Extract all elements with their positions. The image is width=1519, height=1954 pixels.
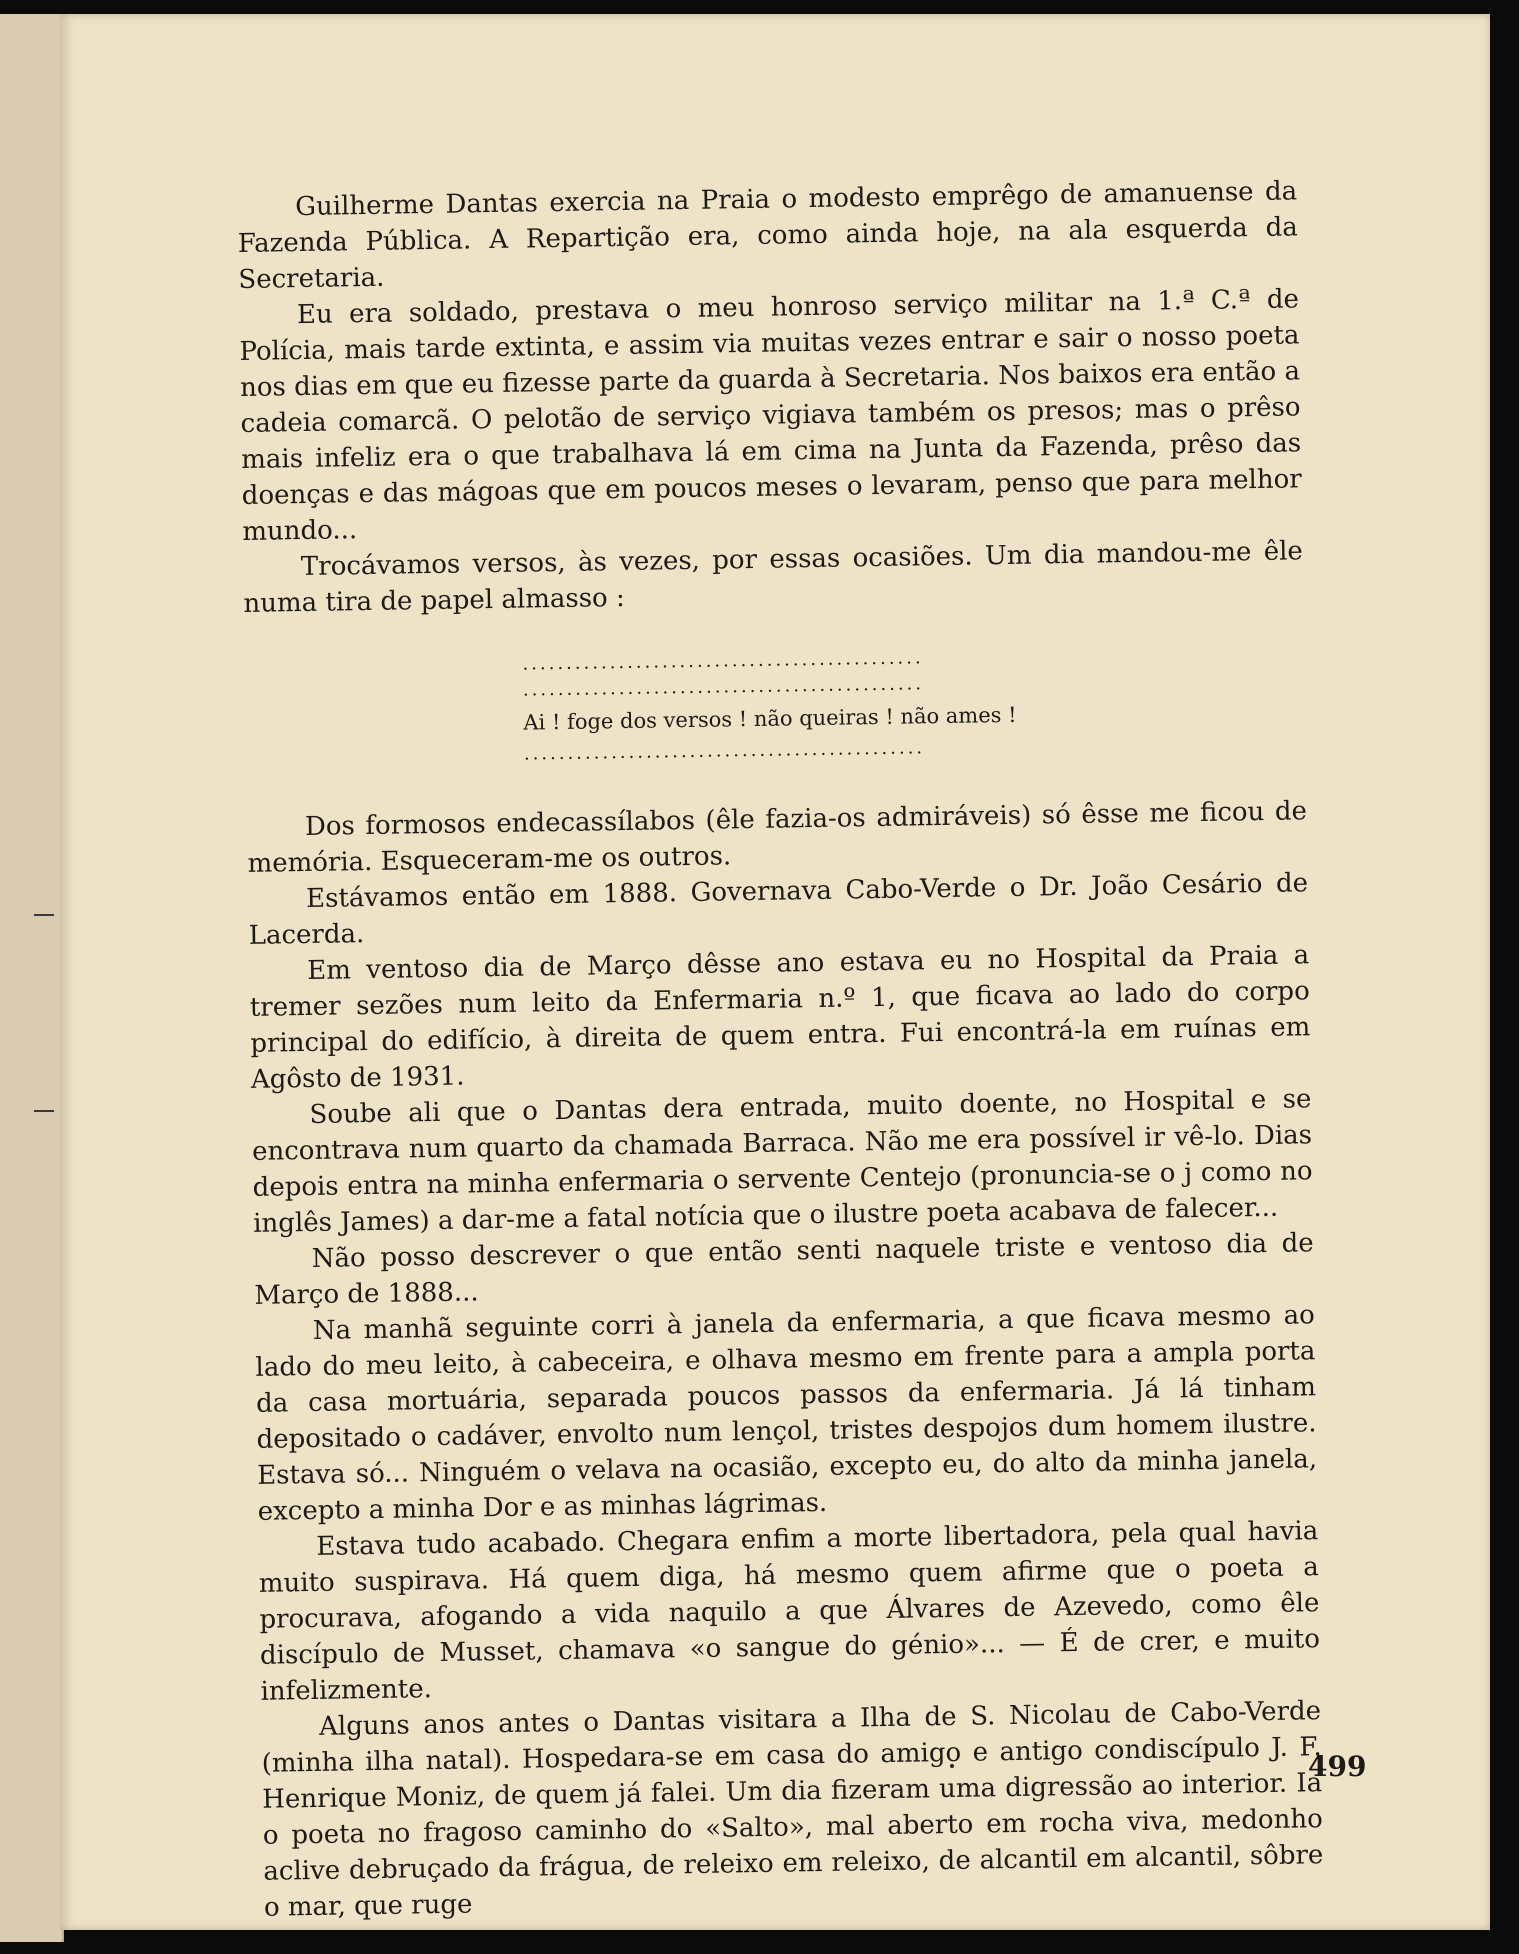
margin-mark (34, 1110, 54, 1112)
book-page (60, 14, 1490, 1930)
paragraph: Na manhã seguinte corri à janela da enfermaria, a que ficava mesmo ao lado do meu leito, à cabeceira, e olhava mesmo em frente para a ampla porta da casa mortuária, separada poucos passos da enfermaria. Já lá tinham depositado o cadáver, envolto num lençol, tristes despojos dum homem ilustre. Estava só... Ninguém o velava na ocasião, excepto eu, do alto da minha janela, excepto a minha Dor e as minhas lágrimas. (255, 1300, 1318, 1527)
ellipsis-line: .............................................. (522, 647, 924, 675)
body-text (237, 173, 1324, 1925)
paragraph: Estávamos então em 1888. Governava Cabo-Verde o Dr. João Cesário de Lacerda. (248, 868, 1309, 951)
paragraph: Soube ali que o Dantas dera entrada, muito doente, no Hospital e se encontrava num quarto da chamada Barraca. Não me era possível ir vê-lo. Dias depois entra na minha enfermaria o servente Centejo (pronuncia-se o j como no inglês James) a dar-me a fatal notícia que o ilustre poeta acabava de falecer... (251, 1084, 1313, 1239)
paragraph: Eu era soldado, prestava o meu honroso serviço militar na 1.ª C.ª de Polícia, mais tarde extinta, e assim via muitas vezes entrar e sair o nosso poeta nos dias em que eu fizesse parte da guarda à Secretaria. Nos baixos era então a cadeia comarcã. O pelotão de serviço vigiava também os presos; mas o prêso mais infeliz era o que trabalhava lá em cima na Junta da Fazenda, prêso das doenças e das mágoas que em poucos meses o levaram, penso que para melhor mundo... (239, 284, 1302, 547)
paragraph: Estava tudo acabado. Chegara enfim a morte libertadora, pela qual havia muito suspirava. Há quem diga, há mesmo quem afirme que o poeta a procurava, afogando a vida naquilo a que Álvares de Azevedo, como êle discípulo de Musset, chamava «o sangue do génio»... — É de crer, e muito infelizmente. (258, 1516, 1321, 1707)
ellipsis-line: .............................................. (523, 737, 926, 765)
ellipsis-line: .............................................. (522, 673, 925, 701)
page-number: 499 (1308, 1750, 1367, 1783)
previous-page-edge (0, 14, 64, 1942)
paragraph: Dos formosos endecassílabos (êle fazia-os admiráveis) só êsse me ficou de memória. Esqueceram-me os outros. (247, 796, 1308, 879)
paragraph: Alguns anos antes o Dantas visitara a Ilha de S. Nicolau de Cabo-Verde (minha ilha natal). Hospedara-se em casa do amigo e antigo condiscípulo J. F. Henrique Moniz, de quem já falei. Um dia fizeram uma digressão ao interior. Ia o poeta no fragoso caminho do «Salto», mal aberto em rocha viva, medonho aclive debruçado da frágua, de releixo em releixo, de alcantil em alcantil, sôbre o mar, que ruge (261, 1696, 1324, 1923)
paragraph: Em ventoso dia de Março dêsse ano estava eu no Hospital da Praia a tremer sezões num leito da Enfermaria n.º 1, que ficava ao lado do corpo principal do edifício, à direita de quem entra. Fui encontrá-la em ruínas em Agôsto de 1931. (249, 940, 1311, 1095)
paragraph: Trocávamos versos, às vezes, por essas ocasiões. Um dia mandou-me êle numa tira de papel almasso : (243, 536, 1304, 619)
margin-mark (34, 914, 54, 916)
paragraph: Não posso descrever o que então senti naquele triste e ventoso dia de Março de 1888... (254, 1228, 1314, 1311)
paragraph: Guilherme Dantas exercia na Praia o modesto emprêgo de amanuense da Fazenda Pública. A Repartição era, como ainda hoje, na ala esquerda da Secretaria. (237, 176, 1298, 295)
verse-quote (522, 644, 1024, 768)
verse-line: Ai ! foge dos versos ! não queiras ! não ames ! (523, 702, 1017, 735)
